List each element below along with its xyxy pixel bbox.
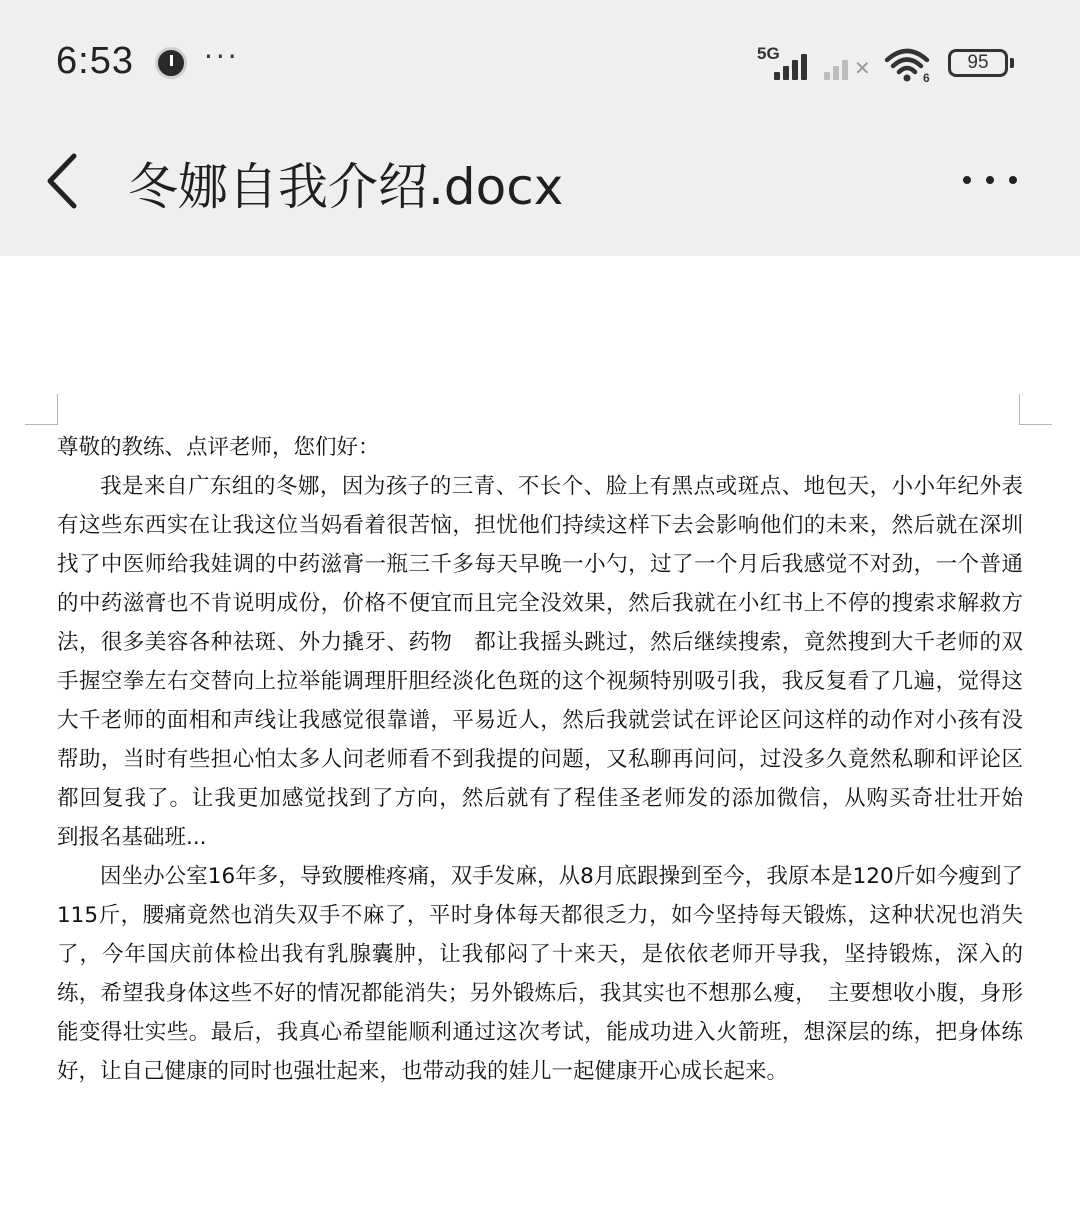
more-options-button[interactable] bbox=[955, 160, 1025, 200]
margin-crop-mark-right bbox=[1019, 394, 1052, 425]
battery-indicator: 95 bbox=[948, 49, 1008, 77]
document-page[interactable] bbox=[0, 256, 1080, 1210]
greeting-line: 尊敬的教练、点评老师，您们好： bbox=[57, 435, 380, 460]
network-type-label: 5G bbox=[757, 44, 780, 63]
clock-icon bbox=[155, 47, 187, 79]
margin-crop-mark-left bbox=[25, 394, 58, 425]
back-button[interactable] bbox=[40, 150, 86, 212]
app-top-bar bbox=[0, 0, 1080, 256]
signal-strength-icon bbox=[774, 50, 820, 80]
paragraph-1: 我是来自广东组的冬娜，因为孩子的三青、不长个、脸上有黑点或斑点、地包天，小小年纪外表有这些东西实在让我这位当妈看着很苦恼，担忧他们持续这样下去会影响他们的未来，然后就在深圳找了中医师给我娃调的中药滋膏一瓶三千多每天早晚一小勺，过了一个月后我感觉不对劲，一个普通的中药滋膏也不肯说明成份，价格不便宜而且完全没效果，然后我就在小红书上不停的搜索求解救方法，很多美容各种祛斑、外力撬牙、药物 都让我摇头跳过，然后继续搜索，竟然搜到大千老师的双手握空拳左右交替向上拉举能调理肝胆经淡化色斑的这个视频特别吸引我，我反复看了几遍，觉得这大千老师的面相和声线让我感觉很靠谱，平易近人，然后我就尝试在评论区问这样的动作对小孩有没帮助，当时有些担心怕太多人问老师看不到我提的问题，又私聊再问问，过没多久竟然私聊和评论区都回复我了。让我更加感觉找到了方向，然后就有了程佳圣老师发的添加微信，从购买奇壮壮开始 到报名基础班... bbox=[57, 474, 1045, 850]
wifi-icon bbox=[883, 44, 935, 84]
svg-text:6: 6 bbox=[923, 71, 930, 84]
document-title: 冬娜自我介绍.docx bbox=[128, 158, 564, 216]
document-body bbox=[57, 428, 1045, 1091]
paragraph-2: 因坐办公室16年多，导致腰椎疼痛，双手发麻，从8月底跟操到至今，我原本是120斤如今瘦到了115斤，腰痛竟然也消失双手不麻了，平时身体每天都很乏力，如今坚持每天锻炼，这种状况也消失了，今年国庆前体检出我有乳腺囊肿，让我郁闷了十来天，是依依老师开导我，坚持锻炼，深入的练，希望我身体这些不好的情况都能消失；另外锻炼后，我其实也不想那么瘦， 主要想收小腹，身形能变得壮实些。最后，我真心希望能顺利通过这次考试，能成功进入火箭班，想深层的练，把身体练好，让自己健康的同时也强壮起来，也带动我的娃儿一起健康开心成长起来。 bbox=[57, 864, 1023, 1084]
signal-no-service-icon: ✕ bbox=[824, 50, 870, 80]
chevron-left-icon bbox=[40, 150, 86, 212]
more-notifications-icon: ··· bbox=[204, 40, 240, 73]
status-time: 6:53 bbox=[56, 40, 134, 82]
